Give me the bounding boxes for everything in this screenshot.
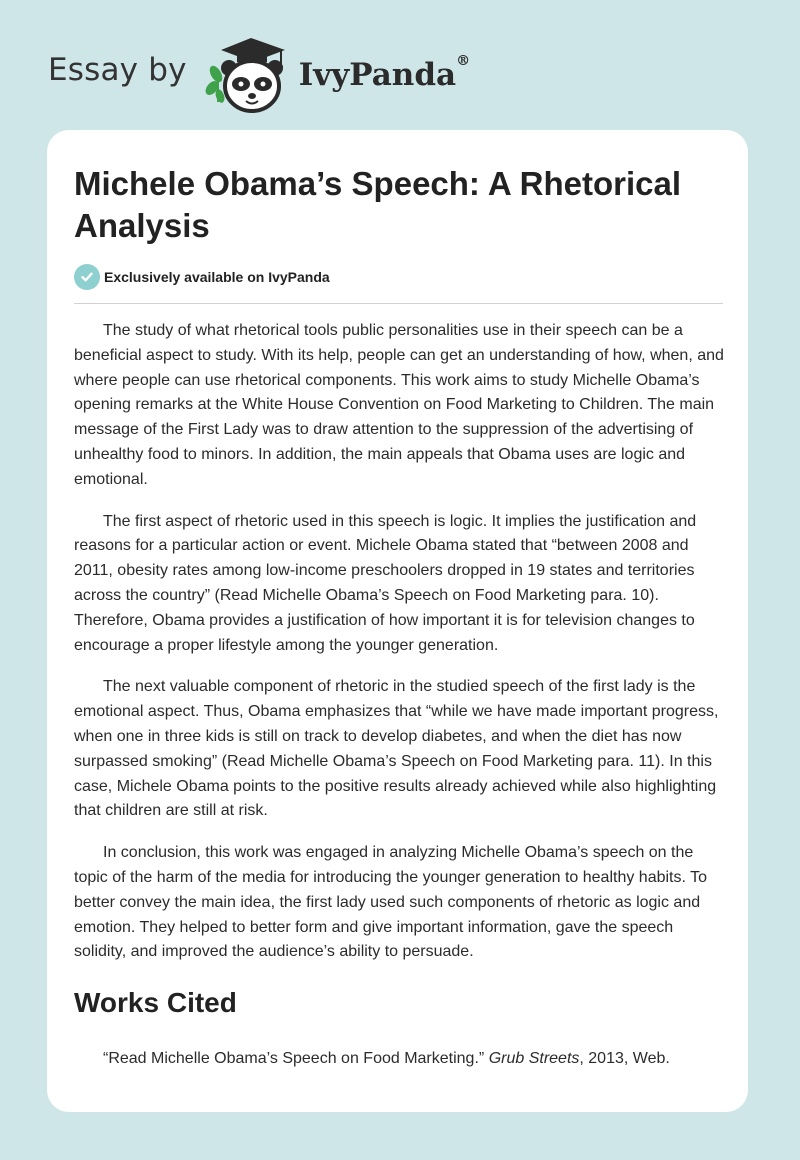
essay-by-label: Essay by bbox=[48, 52, 187, 88]
citation-rest: , 2013, Web. bbox=[579, 1050, 670, 1067]
brand-name[interactable]: IvyPanda® bbox=[298, 53, 471, 93]
article-body bbox=[74, 319, 724, 982]
works-cited-heading: Works Cited bbox=[74, 987, 237, 1018]
paragraph: The study of what rhetorical tools public personalities use in their speech can be a beneficial aspect to study. With its help, people can get an understanding of how, when, and where people can use rhetorical components. This work aims to study Michelle Obama’s opening remarks at the White House Convention on Food Marketing to Children. The main message of the First Lady was to draw attention to the suppression of the advertising of unhealthy food to minors. In addition, the main appeals that Obama uses are logic and emotional. bbox=[74, 322, 724, 488]
exclusive-badge bbox=[74, 264, 330, 290]
divider bbox=[74, 303, 723, 304]
paragraph: The next valuable component of rhetoric in the studied speech of the first lady is the emotional aspect. Thus, Obama emphasizes that “while we have made important progress, when one in three kids is still on track to develop diabetes, and when the diet has now surpassed smoking” (Read Michelle Obama’s Speech on Food Marketing para. 11). In this case, Michele Obama points to the positive results already achieved while also highlighting that children are still at risk. bbox=[74, 678, 719, 820]
paragraph: The first aspect of rhetoric used in this speech is logic. It implies the justification and reasons for a particular action or event. Michele Obama stated that “between 2008 and 2011, obesity rates among low-income preschoolers dropped in 19 states and territories across the country” (Read Michelle Obama’s Speech on Food Marketing para. 10). Therefore, Obama provides a justification of how important it is for television changes to encourage a proper lifestyle among the younger generation. bbox=[74, 512, 697, 654]
paragraph: In conclusion, this work was engaged in analyzing Michelle Obama’s speech on the topic of the harm of the media for introducing the younger generation to healthy habits. To better convey the main idea, the first lady used such components of rhetoric as logic and emotion. They helped to better form and give important information, gave the speech solidity, and improved the audience’s ability to persuade. bbox=[74, 844, 707, 961]
site-header bbox=[48, 30, 470, 114]
citation-entry bbox=[103, 1047, 723, 1071]
check-icon bbox=[74, 264, 100, 290]
exclusive-badge-label: Exclusively available on IvyPanda bbox=[104, 269, 330, 285]
article-card bbox=[47, 130, 748, 1112]
page-title: Michele Obama’s Speech: A Rhetorical Analysis bbox=[74, 165, 682, 244]
citation-source: Grub Streets bbox=[488, 1050, 580, 1067]
citation-text: “Read Michelle Obama’s Speech on Food Marketing.” bbox=[103, 1050, 485, 1067]
panda-logo-icon bbox=[203, 30, 293, 114]
